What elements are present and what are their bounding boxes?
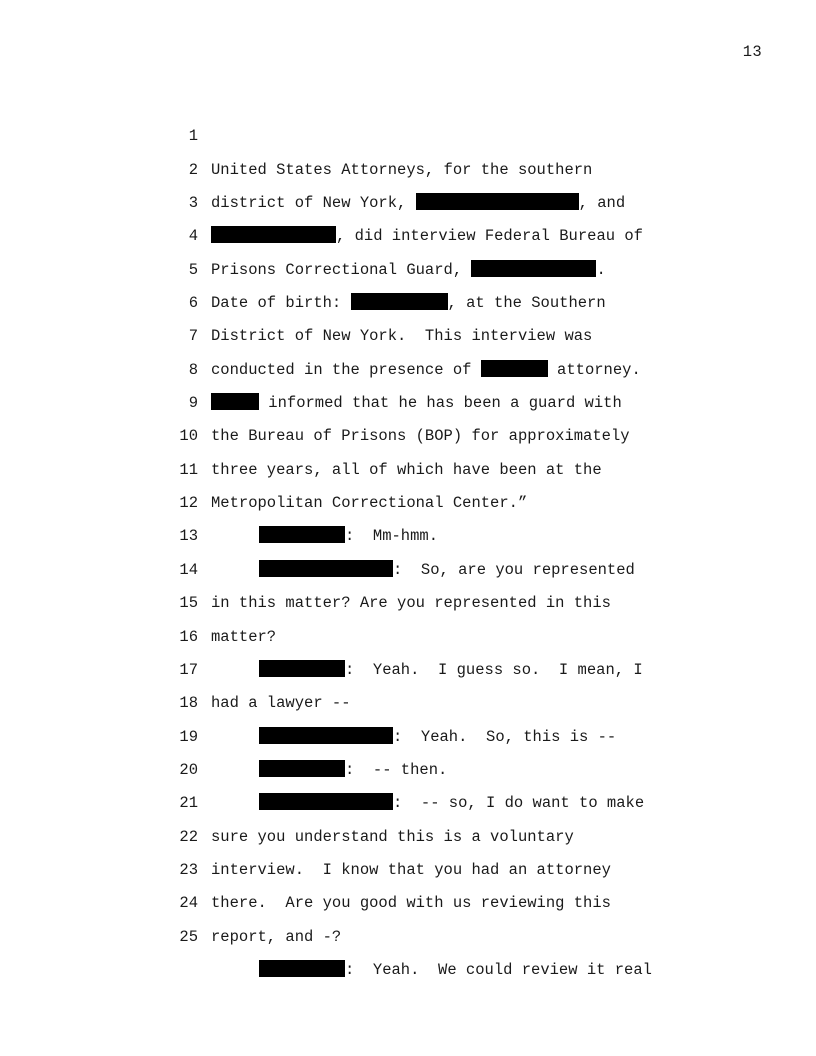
- line-number: 12: [179, 494, 198, 513]
- line-number: 25: [179, 927, 198, 946]
- line-number: 11: [179, 460, 198, 479]
- line-text: informed that he has been a guard with: [211, 387, 622, 420]
- line-text: district of New York, , and: [211, 194, 626, 213]
- line-number: 4: [188, 227, 198, 246]
- line-number: 23: [179, 860, 198, 879]
- line-number: 8: [188, 360, 198, 379]
- line-text: : So, are you represented: [259, 554, 635, 587]
- line-number: 13: [179, 527, 198, 546]
- line-text: Prisons Correctional Guard, .: [211, 260, 606, 279]
- line-text: : Yeah. I guess so. I mean, I: [259, 654, 643, 687]
- line-text: matter?: [211, 627, 277, 646]
- line-text: the Bureau of Prisons (BOP) for approximately: [211, 427, 630, 446]
- line-text: sure you understand this is a voluntary: [211, 827, 574, 846]
- redaction-box: [259, 960, 345, 977]
- line-number: 7: [188, 327, 198, 346]
- line-number: 14: [179, 560, 198, 579]
- line-text: : Yeah. So, this is --: [259, 721, 616, 754]
- line-text: : -- so, I do want to make: [259, 787, 644, 820]
- line-text: : Mm-hmm.: [259, 520, 438, 553]
- line-number: 6: [188, 294, 198, 313]
- line-number: 15: [179, 594, 198, 613]
- line-text: there. Are you good with us reviewing this: [211, 894, 611, 913]
- line-number: 18: [179, 694, 198, 713]
- line-text: interview. I know that you had an attorney: [211, 860, 611, 879]
- line-number: 10: [179, 427, 198, 446]
- line-text: , did interview Federal Bureau of: [211, 220, 643, 253]
- line-number: 19: [179, 727, 198, 746]
- line-number: 3: [188, 194, 198, 213]
- line-number: 2: [188, 160, 198, 179]
- line-text: three years, all of which have been at the: [211, 460, 602, 479]
- line-text: Date of birth: , at the Southern: [211, 294, 606, 313]
- line-number: 22: [179, 827, 198, 846]
- line-text: report, and -?: [211, 927, 342, 946]
- page-number: 13: [742, 43, 762, 61]
- line-text: in this matter? Are you represented in this: [211, 594, 611, 613]
- transcript-body: [0, 87, 816, 979]
- transcript-line: [0, 87, 816, 179]
- line-number: 24: [179, 894, 198, 913]
- line-text: conducted in the presence of attorney.: [211, 360, 641, 379]
- line-number: 9: [188, 394, 198, 413]
- line-number: 5: [188, 260, 198, 279]
- line-text: Metropolitan Correctional Center.”: [211, 494, 528, 513]
- line-text: District of New York. This interview was: [211, 327, 593, 346]
- line-text: had a lawyer --: [211, 694, 351, 713]
- line-number: 16: [179, 627, 198, 646]
- line-number: 1: [188, 127, 198, 146]
- line-number: 21: [179, 794, 198, 813]
- line-text: United States Attorneys, for the southern: [211, 160, 593, 179]
- line-text: : Yeah. We could review it real: [259, 954, 652, 987]
- line-text: : -- then.: [259, 754, 447, 787]
- line-number: 20: [179, 760, 198, 779]
- line-number: 17: [179, 660, 198, 679]
